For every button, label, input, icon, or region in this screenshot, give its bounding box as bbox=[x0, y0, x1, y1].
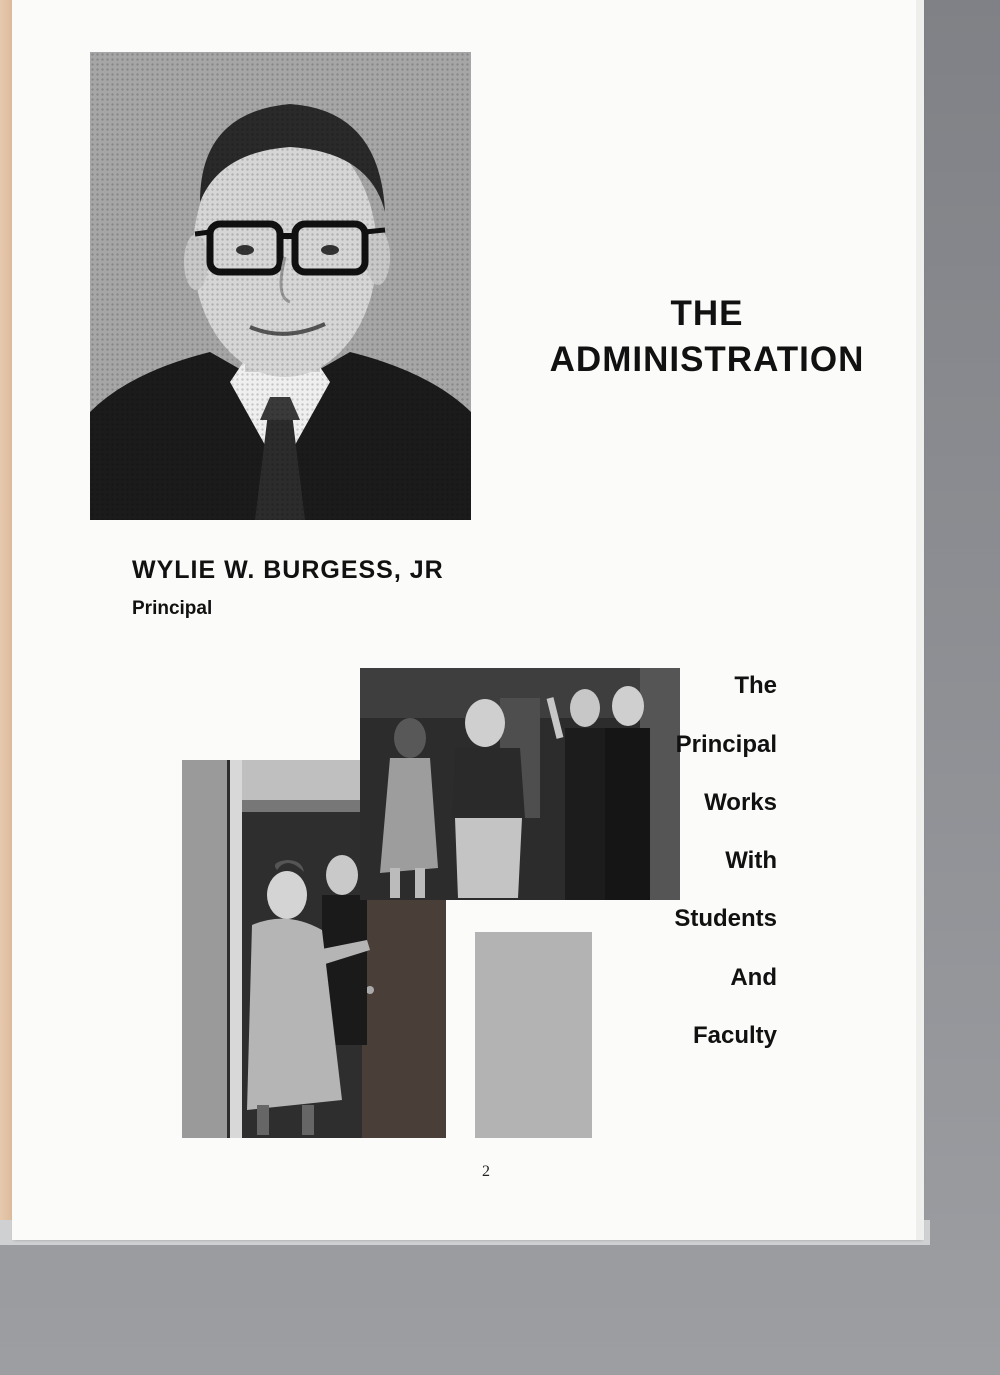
page-number: 2 bbox=[482, 1163, 490, 1180]
caption-word-7: Faculty bbox=[692, 1022, 777, 1049]
page-right-edge bbox=[916, 0, 924, 1240]
principal-title: Principal bbox=[132, 598, 213, 619]
caption-word-6: And bbox=[730, 964, 777, 991]
caption-word-3: Works bbox=[704, 789, 777, 816]
caption-word-1: The bbox=[734, 672, 777, 699]
heading-line-2: ADMINISTRATION bbox=[549, 340, 865, 379]
heading-line-1: THE bbox=[670, 294, 744, 333]
hallway-photo bbox=[360, 668, 680, 900]
principal-name: WYLIE W. BURGESS, JR bbox=[132, 556, 444, 584]
yearbook-page bbox=[12, 0, 920, 1240]
hallway-illustration bbox=[360, 668, 680, 900]
principal-portrait-photo bbox=[90, 52, 471, 520]
caption-word-4: With bbox=[725, 847, 777, 874]
blank-gray-panel bbox=[475, 932, 592, 1138]
caption-word-2: Principal bbox=[675, 731, 777, 758]
caption-word-5: Students bbox=[674, 905, 777, 932]
